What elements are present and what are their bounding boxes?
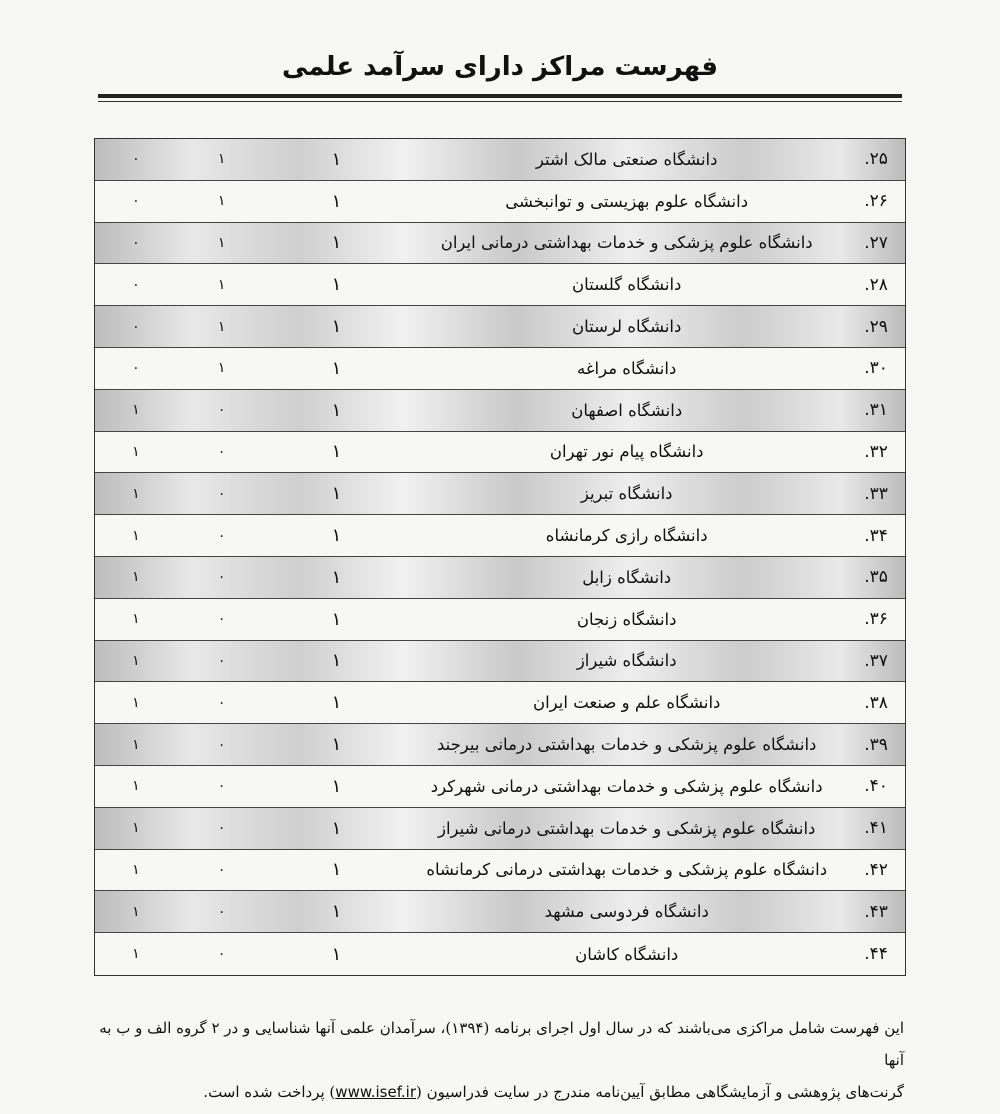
value-cell-2: ۰ xyxy=(217,402,226,419)
value-cell-1: ۱ xyxy=(331,525,342,547)
footnote-line-2-before: گرنت‌های پژوهشی و آزمایشگاهی مطابق آیین‌نامه مندرج در سایت فدراسیون ( xyxy=(416,1083,904,1101)
value-cell-1: ۱ xyxy=(331,817,342,839)
value-cell-1: ۱ xyxy=(331,650,342,672)
table-row xyxy=(95,223,905,265)
table-row xyxy=(95,515,905,557)
footnote-line-2 xyxy=(98,1076,904,1108)
value-cell-2: ۰ xyxy=(217,652,226,669)
center-name: دانشگاه زابل xyxy=(582,567,672,587)
row-number: ۳۳. xyxy=(864,483,888,504)
value-cell-2: ۱ xyxy=(217,151,226,168)
value-cell-1: ۱ xyxy=(331,608,342,630)
value-cell-3: ۱ xyxy=(132,736,140,753)
value-cell-2: ۰ xyxy=(217,946,226,963)
center-name: دانشگاه گلستان xyxy=(571,275,682,295)
center-name: دانشگاه علوم بهزیستی و توانبخشی xyxy=(505,191,749,211)
value-cell-1: ۱ xyxy=(331,148,342,170)
value-cell-3: ۱ xyxy=(132,485,140,502)
value-cell-2: ۰ xyxy=(217,485,226,502)
center-name: دانشگاه فردوسی مشهد xyxy=(544,902,709,922)
center-name: دانشگاه علوم پزشکی و خدمات بهداشتی درمانی شیراز xyxy=(437,818,816,838)
center-name: دانشگاه اصفهان xyxy=(571,400,683,420)
value-cell-1: ۱ xyxy=(331,775,342,797)
center-name: دانشگاه تبریز xyxy=(580,484,673,504)
title-rule-thin xyxy=(98,101,902,102)
table-row xyxy=(95,557,905,599)
value-cell-2: ۱ xyxy=(217,193,226,210)
table-row xyxy=(95,599,905,641)
center-name: دانشگاه علوم پزشکی و خدمات بهداشتی درمانی بیرجند xyxy=(436,735,817,755)
table-row xyxy=(95,390,905,432)
row-number: ۳۷. xyxy=(864,650,888,671)
center-name: دانشگاه علم و صنعت ایران xyxy=(532,693,721,713)
value-cell-3: ۱ xyxy=(132,778,140,795)
row-number: ۳۴. xyxy=(864,525,888,546)
value-cell-1: ۱ xyxy=(331,943,342,965)
table-row xyxy=(95,348,905,390)
row-number: ۳۲. xyxy=(864,441,888,462)
value-cell-1: ۱ xyxy=(331,232,342,254)
page-title: فهرست مراکز دارای سرآمد علمی xyxy=(282,52,718,82)
center-name: دانشگاه صنعتی مالک اشتر xyxy=(535,149,718,169)
value-cell-3: ۰ xyxy=(132,151,140,168)
row-number: ۳۰. xyxy=(864,358,888,379)
row-number: ۳۶. xyxy=(864,609,888,630)
row-number: ۳۱. xyxy=(864,400,888,421)
center-name: دانشگاه شیراز xyxy=(576,651,677,671)
row-number: ۳۵. xyxy=(864,567,888,588)
value-cell-1: ۱ xyxy=(331,901,342,923)
value-cell-3: ۱ xyxy=(132,402,140,419)
table-row xyxy=(95,432,905,474)
row-number: ۲۷. xyxy=(864,232,888,253)
table-row xyxy=(95,641,905,683)
table-row xyxy=(95,139,905,181)
value-cell-2: ۰ xyxy=(217,694,226,711)
value-cell-2: ۰ xyxy=(217,611,226,628)
value-cell-2: ۰ xyxy=(217,443,226,460)
center-name: دانشگاه کاشان xyxy=(575,944,679,964)
table-row xyxy=(95,306,905,348)
value-cell-1: ۱ xyxy=(331,441,342,463)
value-cell-3: ۰ xyxy=(132,234,140,251)
table-row xyxy=(95,850,905,892)
value-cell-3: ۰ xyxy=(132,276,140,293)
value-cell-3: ۰ xyxy=(132,318,140,335)
table-row xyxy=(95,766,905,808)
value-cell-3: ۱ xyxy=(132,569,140,586)
value-cell-1: ۱ xyxy=(331,190,342,212)
value-cell-3: ۱ xyxy=(132,946,140,963)
footnote-line-2-after: ) پرداخت شده است. xyxy=(203,1083,336,1101)
table-row xyxy=(95,808,905,850)
value-cell-1: ۱ xyxy=(331,734,342,756)
isef-link[interactable]: www.isef.ir xyxy=(335,1083,416,1101)
table-row xyxy=(95,891,905,933)
row-number: ۴۳. xyxy=(864,901,888,922)
value-cell-1: ۱ xyxy=(331,399,342,421)
row-number: ۴۴. xyxy=(864,944,888,965)
title-rule xyxy=(98,94,902,98)
row-number: ۲۸. xyxy=(864,274,888,295)
value-cell-3: ۱ xyxy=(132,443,140,460)
value-cell-2: ۱ xyxy=(217,318,226,335)
value-cell-2: ۱ xyxy=(217,360,226,377)
center-name: دانشگاه مراغه xyxy=(577,358,677,378)
table-row xyxy=(95,933,905,975)
table-row xyxy=(95,473,905,515)
value-cell-2: ۰ xyxy=(217,569,226,586)
value-cell-3: ۱ xyxy=(132,611,140,628)
row-number: ۴۲. xyxy=(864,859,888,880)
value-cell-1: ۱ xyxy=(331,692,342,714)
row-number: ۲۹. xyxy=(864,316,888,337)
row-number: ۴۱. xyxy=(864,818,888,839)
value-cell-3: ۰ xyxy=(132,193,140,210)
table-row xyxy=(95,264,905,306)
table-row xyxy=(95,724,905,766)
center-name: دانشگاه علوم پزشکی و خدمات بهداشتی درمانی ایران xyxy=(440,233,813,253)
table-row xyxy=(95,181,905,223)
center-name: دانشگاه رازی کرمانشاه xyxy=(545,526,708,546)
value-cell-1: ۱ xyxy=(331,316,342,338)
footnote xyxy=(98,1012,904,1108)
row-number: ۴۰. xyxy=(864,776,888,797)
value-cell-2: ۱ xyxy=(217,276,226,293)
value-cell-1: ۱ xyxy=(331,274,342,296)
value-cell-1: ۱ xyxy=(331,483,342,505)
value-cell-2: ۱ xyxy=(217,234,226,251)
value-cell-3: ۱ xyxy=(132,652,140,669)
row-number: ۲۶. xyxy=(864,191,888,212)
value-cell-1: ۱ xyxy=(331,859,342,881)
value-cell-3: ۱ xyxy=(132,820,140,837)
table-row xyxy=(95,682,905,724)
center-name: دانشگاه زنجان xyxy=(576,609,677,629)
footnote-line-1: این فهرست شامل مراکزی می‌باشند که در سال اول اجرای برنامه (۱۳۹۴)، سرآمدان علمی آنها شناسایی و در ۲ گروه الف و ب به آنها xyxy=(99,1019,904,1069)
center-name: دانشگاه علوم پزشکی و خدمات بهداشتی درمانی شهرکرد xyxy=(430,776,823,796)
value-cell-3: ۰ xyxy=(132,360,140,377)
value-cell-2: ۰ xyxy=(217,527,226,544)
center-name: دانشگاه علوم پزشکی و خدمات بهداشتی درمانی کرمانشاه xyxy=(426,860,828,880)
centers-table xyxy=(94,138,906,976)
row-number: ۳۸. xyxy=(864,692,888,713)
row-number: ۲۵. xyxy=(864,149,888,170)
value-cell-2: ۰ xyxy=(217,861,226,878)
value-cell-3: ۱ xyxy=(132,694,140,711)
value-cell-1: ۱ xyxy=(331,357,342,379)
value-cell-2: ۰ xyxy=(217,736,226,753)
value-cell-2: ۰ xyxy=(217,820,226,837)
center-name: دانشگاه پیام نور تهران xyxy=(549,442,704,462)
value-cell-2: ۰ xyxy=(217,778,226,795)
value-cell-3: ۱ xyxy=(132,527,140,544)
row-number: ۳۹. xyxy=(864,734,888,755)
value-cell-3: ۱ xyxy=(132,861,140,878)
center-name: دانشگاه لرستان xyxy=(572,317,682,337)
value-cell-3: ۱ xyxy=(132,903,140,920)
value-cell-2: ۰ xyxy=(217,903,226,920)
value-cell-1: ۱ xyxy=(331,566,342,588)
